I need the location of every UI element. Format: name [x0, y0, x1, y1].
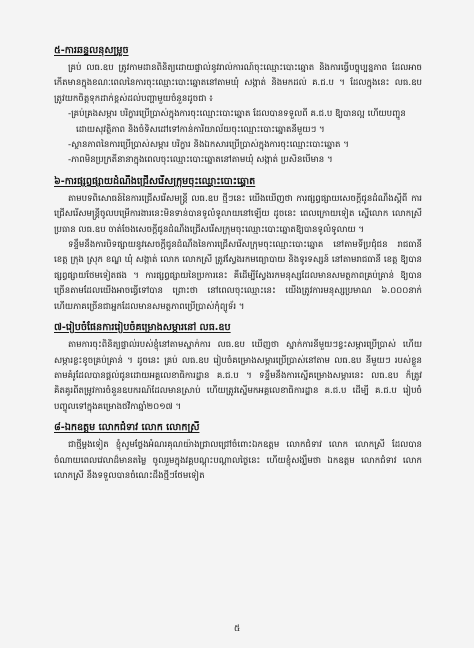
- bullet-item: -ស្ថានភាពនៃការប្រើប្រាស់សម្ភារ បរិក្ខារ និងឯកសារប្រើប្រាស់ក្នុងការចុះឈ្មោះបោះឆ្នោត ។: [68, 140, 349, 151]
- section-8: [54, 421, 422, 484]
- paragraph: ជាថ្មីម្តងទៀត ខ្ញុំសូមថ្លែងអំណរគុណយ៉ាងជ្រាលជ្រៅចំពោះឯកឧត្តម លោកជំទាវ លោក លោកស្រី ដែលបានចំណាយពេលវេលាដ៏មានតម្លៃ ចូលរួមក្នុងវគ្គបណ្តុះបណ្តាលថ្ងៃនេះ ហើយខ្ញុំសង្ឃឹមថា ឯកឧត្តម លោកជំទាវ លោក លោកស្រី នឹងទទួលបានចំណេះដឹងថ្មីៗថែមទៀត: [54, 440, 422, 481]
- bullet-item: -ភាពមិនប្រក្រតីនានាក្នុងពេលចុះឈ្មោះបោះឆ្នោតនៅតាមឃុំ សង្កាត់ ប្រសិនបើមាន ។: [68, 155, 333, 166]
- page-number: ៥: [233, 624, 241, 634]
- section-heading: ៧-រៀបចំផែនការរៀបចំគម្រោងសម្ភារនៅ លធ.ឧប: [54, 322, 231, 334]
- section-5: [54, 44, 422, 169]
- paragraph: ទន្ទឹមនឹងការបិទផ្សាយនូវសេចក្តីជូនដំណឹងនៃការជ្រើសរើសក្រុមចុះឈ្មោះបោះឆ្នោត នៅតាមទីប្រជុំជន រាជធានី ខេត្ត ក្រុង ស្រុក ខណ្ឌ ឃុំ សង្កាត់ លោក លោកស្រី ត្រូវស្វែងរកមធ្យោបាយ និងទូរទស្សន៍ នៅតាមរាជធានី ខេត្ត ឱ្យបានផ្សព្វផ្សាយថែមទៀតផង ។ ការផ្សព្វផ្សាយនៃប្រការនេះ គឺដើម្បីស្វែងរកមនុស្សដែលមានសមត្ថភាពគ្រប់គ្រាន់ ឱ្យបានច្រើនតាមដែលយើងអាចធ្វើទៅបាន ព្រោះថា នៅពេលចុះឈ្មោះនេះ យើងត្រូវការមនុស្សប្រមាណ ៦.០០០នាក់ ហើយភាគច្រើនជាអ្នកដែលមានសមត្ថភាពប្រើប្រាស់កុំព្យូទ័រ ។: [54, 240, 422, 312]
- section-heading: ៨-ឯកឧត្តម លោកជំទាវ លោក លោកស្រី: [54, 422, 200, 434]
- paragraph: គ្រប់ លធ.ឧប ត្រូវកាមដានពិនិត្យដោយផ្ទាល់នូវរាល់ការណ៍ចុះឈ្មោះបោះឆ្នោត និងការធ្វើបច្ចុប្បន្នភាព ដែលអាចកើតមានក្នុងខណៈពេលនៃការចុះឈ្មោះបោះឆ្នោតនៅតាមឃុំ សង្កាត់ និងមកដល់ គ.ជ.ប ។ ដែលក្នុងនេះ លធ.ឧប ត្រូវយកចិត្តទុកដាក់ខ្ពស់ដល់បញ្ហាមួយចំនួនដូចជា ៖: [54, 63, 422, 104]
- paragraph: តាមការចុះពិនិត្យផ្ទាល់របស់ខ្ញុំនៅតាមស្នាក់ការ លធ.ឧប ឃើញថា ស្នាក់ការនីមួយៗខ្វះសម្ភារប្រើប្រាស់ ហើយសម្ភារខ្លះខូចគ្រប់គ្រាន់ ។ ដូចនេះ គ្រប់ លធ.ឧប រៀបចំគម្រោងសម្ភារប្រើប្រាស់នៅតាម លធ.ឧប នីមួយៗ របស់ខ្លួនតាមគំរូដែលបានផ្តល់ជូនដោយអគ្គលេខាធិការដ្ឋាន គ.ជ.ប ។ ទន្ទឹមនឹងការស្នើគម្រោងសម្ភារនេះ លធ.ឧប ក៏ត្រូវគិតគូរពីតម្រូវការចំនួនឧបករណ៍ដែលមានស្រាប់ ហើយត្រូវស្នើមកអគ្គលេខាធិការដ្ឋាន គ.ជ.ប ដើម្បី គ.ជ.ប រៀបចំបញ្ចូលទៅក្នុងគម្រោងថវិកាឆ្នាំ២០១៧ ។: [54, 340, 422, 412]
- section-heading: ៦-ការផ្សព្វផ្សាយដំណឹងជ្រើសរើសក្រុមចុះឈ្មោះបោះឆ្នោត: [54, 175, 256, 187]
- section-7: [54, 321, 422, 415]
- paragraph: តាមបទពិសោធន៍នៃការជ្រើសរើសមន្ត្រី លធ.ឧប ថ្មីៗនេះ យើងឃើញថា ការផ្សព្វផ្សាយសេចក្តីជូនដំណឹងស្តីពី ការជ្រើសរើសមន្ត្រីចូលបម្រើការងារនេះមិនទាន់បានទូលំទូលាយនៅឡើយ ដូចនេះ ពេលក្រោយទៀត ស្នើលោក លោកស្រី ប្រធាន លធ.ឧប ចាត់ចែងសេចក្តីជូនដំណឹងជ្រើសរើសក្រុមចុះឈ្មោះបោះឆ្នោតឱ្យបានទូលំទូលាយ ។: [54, 193, 422, 235]
- bullet-item: -គ្រប់គ្រងសម្ភារ បរិក្ខារប្រើប្រាស់ក្នុងការចុះឈ្មោះបោះឆ្នោត ដែលបានទទួលពី គ.ជ.ប ឱ្យបានល្អ ហើយបញ្ជូនដោយសុវត្ថិភាព និងចំទិសដៅទៅកាន់ការិយាល័យចុះឈ្មោះបោះឆ្នោតនីមួយៗ ។: [68, 109, 406, 135]
- section-6: [54, 175, 422, 315]
- section-heading: ៥-ការឆន្ទលនុសម្រួច: [54, 45, 129, 56]
